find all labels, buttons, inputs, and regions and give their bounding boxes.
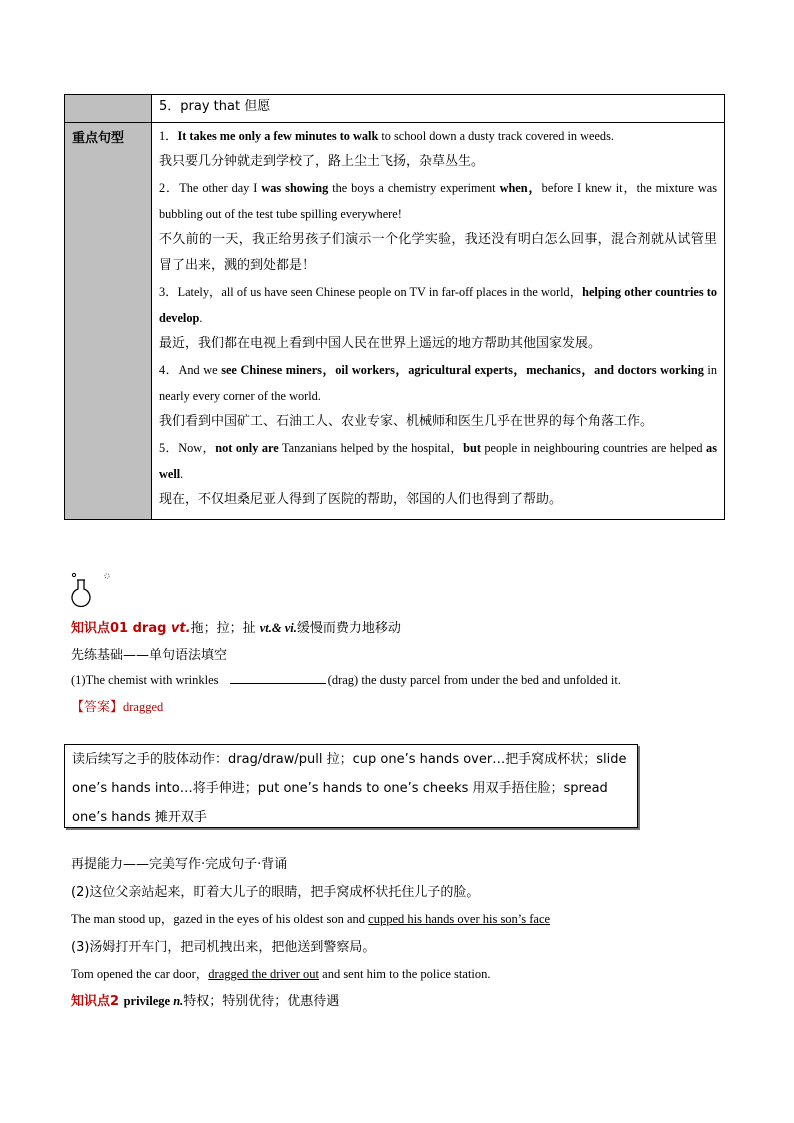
sentence-text: . bbox=[180, 467, 184, 481]
sentence-text: Now， bbox=[178, 441, 216, 455]
bold-phrase: It takes me only a few minutes to walk bbox=[177, 129, 379, 143]
question-text: (1)The chemist with wrinkles bbox=[71, 673, 222, 687]
question-3-english bbox=[71, 964, 491, 982]
question-3-chinese: (3)汤姆打开车门，把司机拽出来，把他送到警察局。 bbox=[71, 940, 376, 955]
table-row bbox=[65, 123, 725, 520]
underlined-answer: dragged the driver out bbox=[208, 967, 320, 981]
tip-text: 读后续写之手的肢体动作：drag/draw/pull 拉；cup one’s hands over…把手窝成杯状；slide one’s hands into…将手伸进；put one’s hands to one’s cheeks 用双手捂住脸；spread one’s hands 摊开双手 bbox=[72, 752, 627, 825]
word-meaning: 拖；拉；扯 bbox=[190, 621, 260, 636]
sentence-number: 4． bbox=[159, 363, 179, 377]
part-of-speech: vt.& vi. bbox=[259, 621, 297, 635]
word-meaning: 特权；特别优待；优惠待遇 bbox=[183, 994, 340, 1009]
bold-phrase: see Chinese miners，oil workers，agricultural experts，mechanics，and doctors working bbox=[221, 363, 704, 377]
word-meaning: 缓慢而费力地移动 bbox=[296, 621, 401, 636]
sentence-number: 1． bbox=[159, 129, 178, 143]
table-label-cell-empty bbox=[65, 95, 152, 123]
answer-line bbox=[71, 696, 163, 715]
knowledge-point-2 bbox=[71, 990, 339, 1009]
question-2-english bbox=[71, 909, 550, 927]
sentence-number: 5． bbox=[159, 441, 179, 455]
question-text: The man stood up，gazed in the eyes of his oldest son and bbox=[71, 912, 369, 926]
bold-phrase: not only are bbox=[215, 441, 279, 455]
sentence-translation: 现在，不仅坦桑尼亚人得到了医院的帮助，邻国的人们也得到了帮助。 bbox=[159, 492, 563, 507]
answer-blank[interactable] bbox=[230, 671, 326, 684]
sentence-number: 2． bbox=[159, 181, 180, 195]
sentence-number: 3． bbox=[159, 285, 178, 299]
sentence-text: . bbox=[199, 311, 203, 325]
answer-value: dragged bbox=[123, 700, 164, 714]
question-1 bbox=[71, 671, 621, 688]
sentence-translation: 不久前的一天，我正给男孩子们演示一个化学实验，我还没有明白怎么回事，混合剂就从试管里冒了出来，溅的到处都是！ bbox=[159, 232, 717, 273]
knowledge-point-1 bbox=[71, 617, 401, 636]
sentence-translation: 我只要几分钟就走到学校了，路上尘土飞扬，杂草丛生。 bbox=[159, 154, 485, 169]
bold-phrase: as well bbox=[159, 441, 717, 481]
answer-label: 【答案】 bbox=[71, 700, 124, 715]
sentence-text: The other day I bbox=[179, 181, 262, 195]
sentence-4 bbox=[159, 357, 717, 435]
knowledge-point-label: 知识点2 bbox=[71, 994, 124, 1009]
pray-that-item: 5．pray that 但愿 bbox=[159, 99, 271, 114]
sentence-translation: 我们看到中国矿工、石油工人、农业专家、机械师和医生几乎在世界的每个角落工作。 bbox=[159, 414, 654, 429]
question-text: (drag) the dusty parcel from under the bed and unfolded it. bbox=[327, 673, 621, 687]
key-sentences-cell bbox=[152, 123, 725, 520]
sentence-text: Lately，all of us have seen Chinese people on TV in far-off places in the world， bbox=[177, 285, 583, 299]
flask-icon bbox=[70, 571, 114, 611]
sentence-text: in nearly every corner of the world. bbox=[159, 363, 717, 403]
bold-phrase: but bbox=[463, 441, 481, 455]
bold-phrase: when， bbox=[499, 181, 542, 195]
sentence-1 bbox=[159, 123, 717, 175]
tip-box bbox=[64, 744, 638, 828]
knowledge-point-label: 知识点01 drag bbox=[71, 621, 171, 636]
table-row bbox=[65, 95, 725, 123]
question-text: and sent him to the police station. bbox=[319, 967, 491, 981]
headword: privilege bbox=[123, 994, 174, 1008]
part-of-speech: n. bbox=[173, 994, 184, 1008]
sentence-text: before I knew it，the mixture was bubbling out of the test tube spilling everywhere! bbox=[159, 181, 717, 221]
sentence-5 bbox=[159, 435, 717, 513]
key-sentences-label: 重点句型 bbox=[72, 131, 125, 146]
table-label-cell bbox=[65, 123, 152, 520]
underlined-answer: cupped his hands over his son’s face bbox=[368, 912, 551, 926]
sentence-text: And we bbox=[178, 363, 222, 377]
part-of-speech: vt. bbox=[170, 621, 191, 636]
bold-phrase: helping other countries to develop bbox=[159, 285, 717, 325]
sentence-text: people in neighbouring countries are helped bbox=[480, 441, 707, 455]
practice-heading: 先练基础——单句语法填空 bbox=[71, 648, 228, 663]
sentence-2 bbox=[159, 175, 717, 279]
sentence-text: to school down a dusty track covered in weeds. bbox=[378, 129, 614, 143]
question-text: Tom opened the car door， bbox=[71, 967, 209, 981]
ability-heading: 再提能力——完美写作·完成句子·背诵 bbox=[71, 857, 288, 872]
key-sentences-table bbox=[64, 94, 725, 520]
question-2-chinese: (2)这位父亲站起来，盯着大儿子的眼睛，把手窝成杯状托住儿子的脸。 bbox=[71, 885, 480, 900]
table-cell bbox=[152, 95, 725, 123]
sentence-text: Tanzanians helped by the hospital， bbox=[278, 441, 464, 455]
sentence-3 bbox=[159, 279, 717, 357]
sentence-text: the boys a chemistry experiment bbox=[328, 181, 500, 195]
sentence-translation: 最近，我们都在电视上看到中国人民在世界上遥远的地方帮助其他国家发展。 bbox=[159, 336, 602, 351]
bold-phrase: was showing bbox=[261, 181, 329, 195]
